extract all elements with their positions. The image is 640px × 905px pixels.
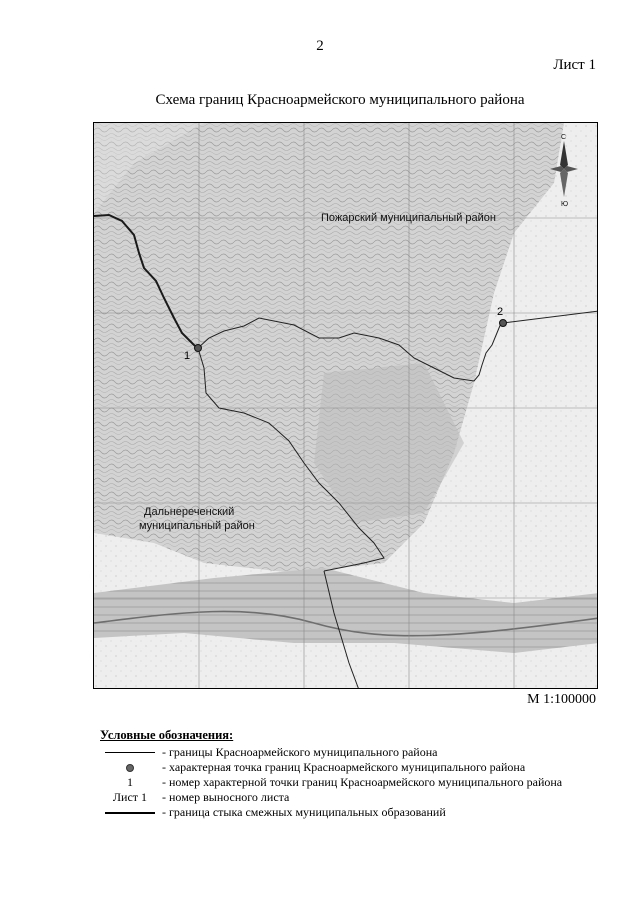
legend-text: - номер выносного листа <box>162 790 290 804</box>
boundary-point-2[interactable] <box>500 320 507 327</box>
legend <box>100 728 620 820</box>
legend-text: - границы Красноармейского муниципального района <box>162 745 438 759</box>
legend-text: - номер характерной точки границ Красноармейского муниципального района <box>162 775 563 789</box>
legend-text: - граница стыка смежных муниципальных образований <box>162 805 446 819</box>
legend-item <box>100 745 620 760</box>
point-2-label: 2 <box>497 306 504 318</box>
legend-item <box>100 790 620 805</box>
sheet-symbol: Лист 1 <box>112 790 148 804</box>
page-number: 2 <box>316 38 324 54</box>
compass-north: С <box>561 134 567 141</box>
map-title: Схема границ Красноармейского муниципального района <box>155 92 525 108</box>
thick-line-symbol <box>100 812 160 814</box>
legend-item <box>100 775 620 790</box>
map-scale: М 1:100000 <box>527 692 596 707</box>
thin-line-symbol <box>100 752 160 753</box>
map-frame[interactable] <box>93 122 598 689</box>
compass-south: Ю <box>561 201 569 208</box>
legend-title: Условные обозначения: <box>100 728 234 742</box>
map-canvas <box>94 123 598 689</box>
legend-item <box>100 805 620 820</box>
boundary-point-1[interactable] <box>195 345 202 352</box>
region-label-dalnerechensky-2: муниципальный район <box>139 520 255 532</box>
region-label-pozharsky: Пожарский муниципальный район <box>321 212 496 224</box>
sheet-label: Лист 1 <box>553 57 596 73</box>
number-symbol: 1 <box>127 775 133 789</box>
legend-item <box>100 760 620 775</box>
point-1-label: 1 <box>184 350 191 362</box>
dot-symbol-icon <box>100 764 160 772</box>
region-label-dalnerechensky-1: Дальнереченский <box>144 506 235 518</box>
legend-text: - характерная точка границ Красноармейского муниципального района <box>162 760 526 774</box>
